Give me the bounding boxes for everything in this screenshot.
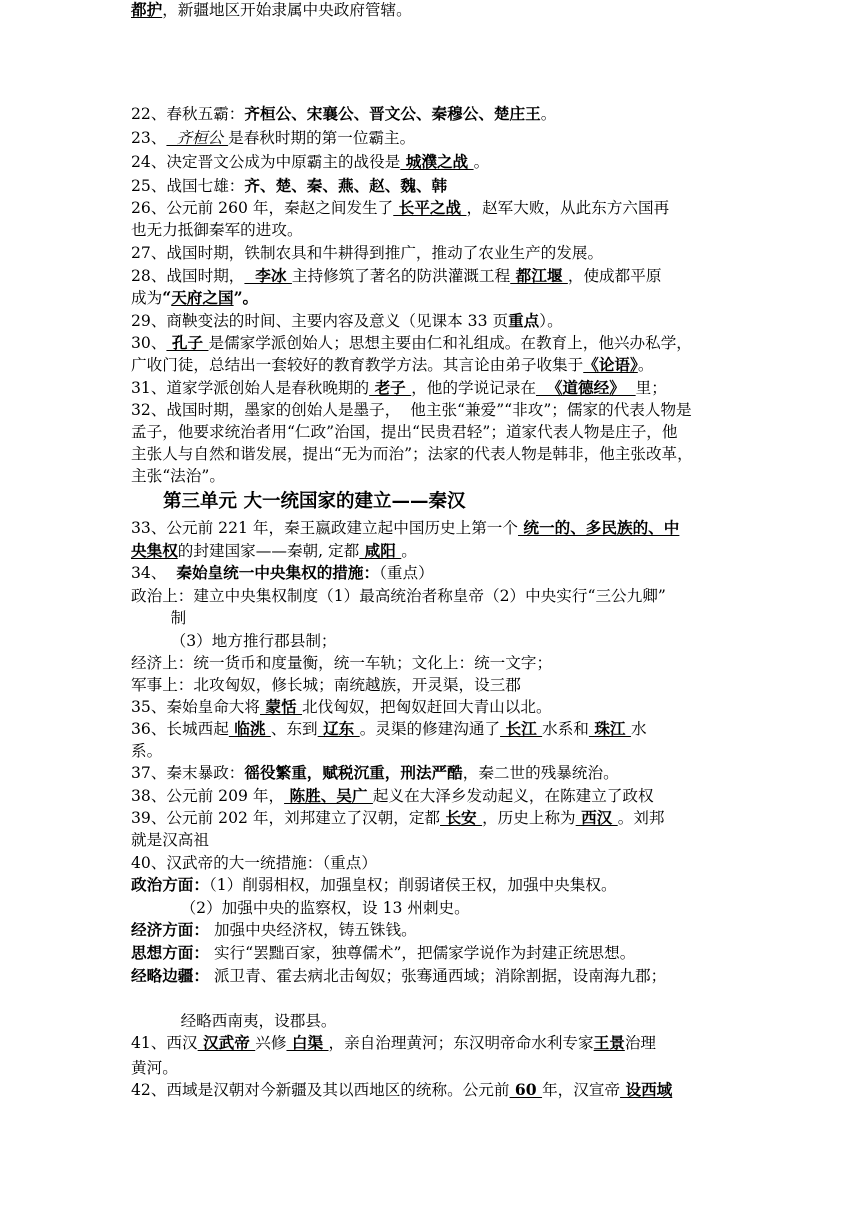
emphasis-text: 齐、楚、秦、燕、赵、魏、韩 bbox=[244, 176, 448, 195]
emphasis-text: 重点 bbox=[508, 311, 540, 330]
answer-blank: 老子 bbox=[369, 378, 412, 397]
answer-blank: 长江 bbox=[500, 719, 543, 738]
text-line bbox=[131, 943, 635, 963]
text-run: 27、战国时期，铁制农具和牛耕得到推广，推动了农业生产的发展。 bbox=[131, 244, 604, 262]
text-line bbox=[131, 853, 377, 873]
text-run: 兴修 bbox=[255, 1034, 287, 1052]
text-run: ，新疆地区开始隶属中央政府管辖。 bbox=[162, 1, 412, 19]
text-run: 是春秋时期的第一位霸主。 bbox=[228, 129, 416, 147]
text-run: 32、战国时期，墨家的创始人是墨子， 他主张“兼爱”“非攻”；儒家的代表人物是 bbox=[131, 401, 692, 419]
text-line bbox=[131, 808, 665, 828]
text-run: 39、公元前 202 年，刘邦建立了汉朝，定都 bbox=[131, 809, 441, 827]
text-line bbox=[131, 966, 666, 986]
text-run: 成为 bbox=[131, 289, 163, 307]
text-run: ，亲自治理黄河；东汉明帝命水利专家 bbox=[328, 1034, 594, 1052]
text-run: 政治上：建立中央集权制度（1）最高统治者称皇帝（2）中央实行“三公九卿” bbox=[131, 587, 666, 605]
text-line bbox=[131, 220, 303, 240]
text-run: 加强中央经济权，铸五铢钱。 bbox=[208, 921, 417, 939]
text-line bbox=[131, 1080, 672, 1100]
text-line bbox=[131, 741, 162, 761]
emphasis-text: 政治方面： bbox=[131, 875, 209, 894]
text-line bbox=[131, 152, 489, 172]
unit-heading: 第三单元 大一统国家的建立——秦汉 bbox=[163, 491, 466, 512]
text-line bbox=[131, 311, 563, 331]
text-run: 31、道家学派创始人是春秋晚期的 bbox=[131, 379, 370, 397]
answer-blank: 60 bbox=[509, 1080, 543, 1099]
emphasis-text: 思想方面： bbox=[131, 943, 209, 962]
text-line bbox=[131, 288, 258, 308]
text-line bbox=[131, 198, 669, 218]
text-run: 22、春秋五霸： bbox=[131, 105, 245, 123]
text-line bbox=[131, 875, 617, 895]
text-run: 北伐匈奴，把匈奴赶回大青山以北。 bbox=[302, 698, 552, 716]
text-run: ，历史上称为 bbox=[482, 809, 576, 827]
text-run: 里； bbox=[635, 379, 667, 397]
text-run: ，他的学说记录在 bbox=[411, 379, 536, 397]
text-line bbox=[131, 518, 679, 538]
answer-blank: 蒙恬 bbox=[260, 697, 303, 716]
emphasis-text: “ bbox=[162, 288, 172, 307]
text-line bbox=[131, 333, 692, 353]
emphasis-text: 齐桓公、宋襄公、晋文公、秦穆公、楚庄王 bbox=[244, 104, 541, 123]
text-run: 经略西南夷，设郡县。 bbox=[131, 1012, 337, 1030]
answer-blank: 设西域 bbox=[620, 1080, 673, 1099]
answer-blank: 《道德经》 bbox=[535, 378, 636, 397]
text-line bbox=[131, 266, 661, 286]
text-run: 38、公元前 209 年， bbox=[131, 787, 285, 805]
text-line bbox=[131, 697, 552, 717]
text-run: 年，汉宣帝 bbox=[542, 1081, 621, 1099]
text-run: 孟子，他要求统治者用“仁政”治国，提出“民贵君轻”；道家代表人物是庄子，他 bbox=[131, 423, 678, 441]
answer-blank: 长安 bbox=[440, 808, 483, 827]
answer-blank: 珠江 bbox=[588, 719, 631, 738]
answer-blank: 李冰 bbox=[244, 266, 292, 285]
text-run: ）。 bbox=[539, 312, 563, 330]
text-run: 实行“罢黜百家，独尊儒术”，把儒家学说作为封建正统思想。 bbox=[208, 944, 636, 962]
answer-blank: 陈胜、吴广 bbox=[284, 786, 373, 805]
answer-blank: 央集权 bbox=[131, 541, 178, 560]
text-line bbox=[131, 128, 415, 148]
answer-blank: 城濮之战 bbox=[400, 152, 474, 171]
text-run: 36、长城西起 bbox=[131, 720, 229, 738]
text-line bbox=[131, 444, 693, 464]
answer-blank: 都江堰 bbox=[510, 266, 568, 285]
text-run: 。 bbox=[473, 153, 490, 171]
text-run: 。 bbox=[540, 105, 557, 123]
answer-blank: 长平之战 bbox=[393, 198, 467, 217]
text-run: 25、战国七雄： bbox=[131, 177, 245, 195]
answer-blank: 孔子 bbox=[166, 333, 209, 352]
text-run: 40、汉武帝的大一统措施：（重点） bbox=[131, 854, 377, 872]
text-run: 水 bbox=[630, 720, 647, 738]
answer-blank: 统一的、多民族的、中 bbox=[518, 518, 680, 537]
answer-blank: 都护 bbox=[131, 0, 163, 19]
text-line bbox=[131, 786, 654, 806]
answer-blank: 临洮 bbox=[228, 719, 271, 738]
text-line bbox=[131, 719, 647, 739]
text-run: 也无力抵御秦军的进攻。 bbox=[131, 221, 303, 239]
text-line bbox=[131, 898, 470, 918]
text-run: 24、决定晋文公成为中原霸主的战役是 bbox=[131, 153, 401, 171]
text-line bbox=[131, 466, 225, 486]
text-line bbox=[131, 763, 619, 783]
text-line bbox=[131, 104, 556, 124]
answer-blank: 天府之国 bbox=[171, 288, 234, 307]
emphasis-text: 徭役繁重，赋税沉重，刑法严酷 bbox=[244, 763, 463, 782]
text-line bbox=[131, 653, 552, 673]
text-run: 的封建国家——秦朝, 定都 bbox=[177, 542, 360, 560]
answer-blank: 汉武帝 bbox=[197, 1033, 256, 1052]
text-run: 是儒家学派创始人；思想主要由仁和礼组成。在教育上，他兴办私学， bbox=[208, 334, 692, 352]
emphasis-text: 经略边疆： bbox=[131, 966, 209, 985]
text-run: 系。 bbox=[131, 742, 163, 760]
text-line bbox=[131, 378, 667, 398]
text-run: 30、 bbox=[131, 334, 167, 352]
answer-blank: 《论语》 bbox=[583, 355, 638, 374]
text-line bbox=[131, 586, 666, 606]
text-line bbox=[131, 0, 412, 20]
text-run: 28、战国时期， bbox=[131, 267, 245, 285]
text-run: 41、西汉 bbox=[131, 1034, 198, 1052]
text-line bbox=[131, 1033, 656, 1053]
text-run: 主持修筑了著名的防洪灌溉工程 bbox=[291, 267, 511, 285]
text-run: （1）削弱相权，加强皇权；削弱诸侯王权，加强中央集权。 bbox=[208, 876, 617, 894]
text-line bbox=[131, 422, 677, 442]
text-run: 军事上：北攻匈奴，修长城；南统越族，开灵渠，设三郡 bbox=[131, 676, 521, 694]
text-run: 42、西域是汉朝对今新疆及其以西地区的统称。公元前 bbox=[131, 1081, 510, 1099]
emphasis-text: 经济方面： bbox=[131, 920, 209, 939]
text-run: 34、 bbox=[131, 564, 177, 582]
text-line bbox=[131, 1058, 178, 1078]
answer-blank: 咸阳 bbox=[359, 541, 402, 560]
text-line bbox=[131, 675, 521, 695]
text-line bbox=[131, 541, 417, 561]
text-run: 就是汉高祖 bbox=[131, 831, 209, 849]
text-line bbox=[131, 176, 447, 196]
text-run: 黄河。 bbox=[131, 1059, 178, 1077]
text-run: 治理 bbox=[624, 1034, 657, 1052]
text-run: 26、公元前 260 年，秦赵之间发生了 bbox=[131, 199, 394, 217]
text-run: 37、秦末暴政： bbox=[131, 764, 245, 782]
emphasis-text: 秦始皇统一中央集权的措施： bbox=[176, 563, 380, 582]
text-run: 起义在大泽乡发动起义，在陈建立了政权 bbox=[372, 787, 654, 805]
answer-blank: 辽东 bbox=[317, 719, 360, 738]
text-run: ，使成都平原 bbox=[567, 267, 662, 285]
text-run: 29、商鞅变法的时间、主要内容及意义（见课本 33 页 bbox=[131, 312, 509, 330]
text-run: 主张人与自然和谐发展，提出“无为而治”；法家的代表人物是韩非，他主张改革， bbox=[131, 445, 693, 463]
text-run: ，秦二世的残暴统治。 bbox=[462, 764, 619, 782]
text-line bbox=[131, 608, 186, 628]
text-run: （3）地方推行郡县制； bbox=[131, 632, 337, 650]
text-run: 35、秦始皇命大将 bbox=[131, 698, 260, 716]
text-line bbox=[131, 830, 209, 850]
text-run: ，赵军大败，从此东方六国再 bbox=[466, 199, 670, 217]
text-run: 广收门徒，总结出一套较好的教育教学方法。其言论由弟子收集于 bbox=[131, 356, 584, 374]
text-line bbox=[131, 400, 692, 420]
text-run: 。刘邦 bbox=[617, 809, 665, 827]
text-run: 、东到 bbox=[270, 720, 318, 738]
text-line bbox=[131, 563, 434, 583]
text-line bbox=[131, 1011, 337, 1031]
text-run: 。 bbox=[401, 542, 417, 560]
text-line bbox=[131, 355, 653, 375]
text-run: 制 bbox=[131, 609, 187, 627]
text-run: 33、公元前 221 年，秦王嬴政建立起中国历史上第一个 bbox=[131, 519, 518, 537]
text-run: （2）加强中央的监察权，设 13 州刺史。 bbox=[131, 899, 470, 917]
text-run: 23、 bbox=[131, 129, 167, 147]
text-run: 。 bbox=[637, 356, 654, 374]
emphasis-text: ”。 bbox=[233, 288, 259, 307]
text-line bbox=[131, 920, 417, 940]
text-run: （重点） bbox=[379, 564, 434, 582]
text-run: 水系和 bbox=[542, 720, 589, 738]
text-run: 主张“法治”。 bbox=[131, 467, 225, 485]
text-run: 。灵渠的修建沟通了 bbox=[359, 720, 501, 738]
text-run: 派卫青、霍去病北击匈奴；张骞通西域；消除割据，设南海九郡； bbox=[208, 967, 667, 985]
text-line bbox=[131, 243, 603, 263]
answer-blank: 西汉 bbox=[575, 808, 618, 827]
answer-blank: 齐桓公 bbox=[166, 129, 229, 147]
answer-blank: 王景 bbox=[593, 1033, 625, 1052]
answer-blank: 白渠 bbox=[286, 1033, 329, 1052]
text-line bbox=[131, 631, 337, 651]
text-run: 经济上：统一货币和度量衡，统一车轨；文化上：统一文字； bbox=[131, 654, 553, 672]
